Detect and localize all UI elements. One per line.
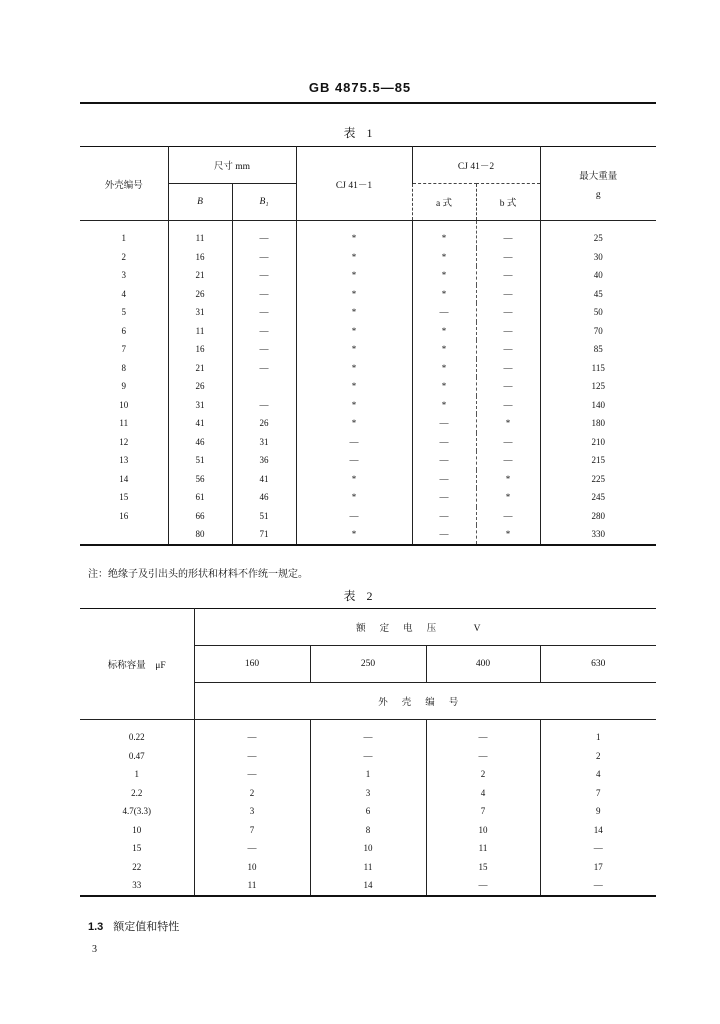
- table-cell: *: [296, 359, 412, 378]
- table-cell: 2: [540, 747, 656, 766]
- table-cell: 31: [168, 303, 232, 322]
- table-cell: 280: [540, 507, 656, 526]
- table-cell: —: [476, 340, 540, 359]
- table-cell: 4.7(3.3): [122, 806, 151, 817]
- table-cell: 330: [540, 525, 656, 545]
- table1-row: [80, 285, 656, 304]
- table1-row: [80, 359, 656, 378]
- table-cell: *: [412, 285, 476, 304]
- table1-title: 表 1: [343, 126, 377, 140]
- table-cell: 10: [194, 858, 310, 877]
- table-cell: *: [412, 248, 476, 267]
- section-heading: [88, 918, 179, 934]
- header-cj41-2: CJ 41－2: [412, 147, 540, 184]
- table-cell: 4: [540, 765, 656, 784]
- table-cell: 2: [426, 765, 540, 784]
- table-cell: —: [412, 507, 476, 526]
- table-cell: 6: [121, 325, 126, 336]
- table-cell: [232, 377, 296, 396]
- table-cell: 0.22: [128, 732, 145, 743]
- table-cell: 115: [540, 359, 656, 378]
- table-cell: —: [194, 765, 310, 784]
- table-cell: 8: [310, 821, 426, 840]
- table-cell: 61: [168, 488, 232, 507]
- table-cell: —: [476, 377, 540, 396]
- table1-row: [80, 488, 656, 507]
- table1-row: [80, 377, 656, 396]
- table-cell: 51: [168, 451, 232, 470]
- table-cell: 51: [232, 507, 296, 526]
- table-cell: 50: [540, 303, 656, 322]
- table-cell: 46: [232, 488, 296, 507]
- table-cell: —: [232, 303, 296, 322]
- table-cell: —: [476, 433, 540, 452]
- table-cell: —: [540, 876, 656, 896]
- table-cell: 10: [310, 839, 426, 858]
- table-cell: 41: [232, 470, 296, 489]
- table-cell: 3: [121, 270, 126, 281]
- table-cell: 36: [232, 451, 296, 470]
- table-cell: 33: [132, 880, 142, 891]
- table-cell: 71: [232, 525, 296, 545]
- table-cell: *: [412, 340, 476, 359]
- table-cell: 10: [132, 824, 142, 835]
- table-cell: *: [296, 470, 412, 489]
- table-cell: *: [296, 525, 412, 545]
- table-cell: —: [412, 303, 476, 322]
- table1-row: [80, 248, 656, 267]
- table-cell: 26: [168, 285, 232, 304]
- table1-row: [80, 266, 656, 285]
- table-cell: 21: [168, 266, 232, 285]
- table-cell: 7: [426, 802, 540, 821]
- table1-row: [80, 303, 656, 322]
- table-cell: 180: [540, 414, 656, 433]
- table-cell: 5: [121, 307, 126, 318]
- table-cell: 215: [540, 451, 656, 470]
- table-cell: —: [232, 396, 296, 415]
- table-cell: —: [232, 221, 296, 248]
- section-number: 1.3: [88, 921, 104, 933]
- table-cell: 30: [540, 248, 656, 267]
- table-cell: —: [194, 839, 310, 858]
- table-cell: 14: [540, 821, 656, 840]
- table1-row: [80, 340, 656, 359]
- table-cell: *: [412, 266, 476, 285]
- table-cell: —: [296, 507, 412, 526]
- table-cell: 0.47: [128, 750, 145, 761]
- table-cell: 10: [119, 399, 129, 410]
- table-cell: *: [476, 414, 540, 433]
- table-cell: 11: [168, 322, 232, 341]
- header-voltage-250: 250: [310, 646, 426, 683]
- section-title: 额定值和特性: [113, 921, 180, 933]
- table-cell: —: [476, 221, 540, 248]
- table-cell: *: [296, 377, 412, 396]
- table-cell: 16: [119, 510, 129, 521]
- table-cell: —: [476, 303, 540, 322]
- table-cell: —: [476, 507, 540, 526]
- table2-row: [80, 839, 656, 858]
- table1-body: [80, 221, 656, 545]
- header-max-weight-unit: g: [595, 189, 601, 200]
- table1-row: [80, 507, 656, 526]
- table-cell: 11: [119, 418, 129, 429]
- table-cell: 1: [121, 233, 126, 244]
- table-cell: 56: [168, 470, 232, 489]
- table-cell: 225: [540, 470, 656, 489]
- table-cell: 11: [194, 876, 310, 896]
- header-cj41-1: CJ 41－1: [296, 147, 412, 221]
- table1-note: 注：绝缘子及引出头的形状和材料不作统一规定。: [88, 569, 308, 580]
- table1-row: [80, 451, 656, 470]
- table-cell: —: [296, 451, 412, 470]
- table-cell: —: [476, 266, 540, 285]
- table-cell: —: [194, 747, 310, 766]
- table-cell: —: [476, 248, 540, 267]
- table2-row: [80, 821, 656, 840]
- table-cell: —: [412, 433, 476, 452]
- table-cell: 14: [119, 473, 129, 484]
- table-cell: —: [476, 359, 540, 378]
- table2: [80, 608, 656, 897]
- table-cell: 7: [121, 344, 126, 355]
- table-cell: 15: [426, 858, 540, 877]
- header-capacitance: 标称容量 μF: [80, 609, 194, 720]
- table-cell: *: [296, 340, 412, 359]
- table-cell: *: [412, 377, 476, 396]
- table-cell: 80: [168, 525, 232, 545]
- header-voltage-400: 400: [426, 646, 540, 683]
- table-cell: —: [232, 266, 296, 285]
- table-cell: 3: [310, 784, 426, 803]
- page-number: 3: [92, 944, 97, 955]
- table-cell: —: [426, 720, 540, 747]
- table-cell: 1: [540, 720, 656, 747]
- table1-row: [80, 525, 656, 545]
- header-case-number-2: 外壳编号: [194, 683, 656, 720]
- table-cell: 16: [168, 248, 232, 267]
- table-cell: [80, 525, 168, 545]
- table-cell: 3: [194, 802, 310, 821]
- table-cell: —: [540, 839, 656, 858]
- table-cell: —: [476, 322, 540, 341]
- table1-row: [80, 433, 656, 452]
- table-cell: 245: [540, 488, 656, 507]
- header-rule: [80, 102, 656, 104]
- table-cell: 17: [540, 858, 656, 877]
- table-cell: *: [476, 488, 540, 507]
- table-cell: —: [232, 322, 296, 341]
- table-cell: 13: [119, 455, 129, 466]
- table-cell: 26: [168, 377, 232, 396]
- table-cell: *: [296, 322, 412, 341]
- table-cell: *: [296, 488, 412, 507]
- table1-row: [80, 322, 656, 341]
- table-cell: 2.2: [131, 787, 143, 798]
- table-cell: 9: [540, 802, 656, 821]
- table-cell: —: [194, 720, 310, 747]
- table1: [80, 146, 656, 546]
- table-cell: —: [310, 720, 426, 747]
- table1-row: [80, 470, 656, 489]
- header-voltage-630: 630: [540, 646, 656, 683]
- table2-row: [80, 858, 656, 877]
- table-cell: 11: [168, 221, 232, 248]
- table-cell: 26: [232, 414, 296, 433]
- table-cell: 210: [540, 433, 656, 452]
- table-cell: *: [296, 221, 412, 248]
- table-cell: 40: [540, 266, 656, 285]
- table-cell: 12: [119, 436, 129, 447]
- table-cell: 125: [540, 377, 656, 396]
- table-cell: —: [310, 747, 426, 766]
- table-cell: 70: [540, 322, 656, 341]
- table-cell: 45: [540, 285, 656, 304]
- table-cell: *: [412, 359, 476, 378]
- table-cell: *: [296, 248, 412, 267]
- table-cell: 22: [132, 861, 142, 872]
- table-cell: —: [412, 470, 476, 489]
- table2-row: [80, 802, 656, 821]
- table-cell: 31: [232, 433, 296, 452]
- table1-row: [80, 414, 656, 433]
- header-b: B: [168, 184, 232, 221]
- header-max-weight-label: 最大重量: [579, 171, 618, 182]
- table-cell: —: [426, 747, 540, 766]
- table-cell: 21: [168, 359, 232, 378]
- table-cell: 1: [310, 765, 426, 784]
- table-cell: —: [232, 359, 296, 378]
- table-cell: —: [476, 285, 540, 304]
- table-cell: *: [412, 322, 476, 341]
- header-type-b: b 式: [476, 184, 540, 221]
- table-cell: 31: [168, 396, 232, 415]
- table-cell: 85: [540, 340, 656, 359]
- table-cell: 11: [310, 858, 426, 877]
- table-cell: —: [476, 451, 540, 470]
- table-cell: —: [232, 285, 296, 304]
- table2-row: [80, 876, 656, 896]
- table-cell: 41: [168, 414, 232, 433]
- table-cell: 2: [121, 251, 126, 262]
- table-cell: 2: [194, 784, 310, 803]
- header-rated-voltage: 额定电压 V: [194, 609, 656, 646]
- table-cell: *: [476, 525, 540, 545]
- header-case-number: 外壳编号: [80, 147, 168, 221]
- standard-code-header: GB 4875.5—85: [308, 80, 412, 95]
- table-cell: —: [412, 525, 476, 545]
- table-cell: 11: [426, 839, 540, 858]
- table-cell: 15: [132, 843, 142, 854]
- header-dimensions: 尺寸 mm: [168, 147, 296, 184]
- table-cell: 14: [310, 876, 426, 896]
- table-cell: —: [232, 340, 296, 359]
- table-cell: *: [296, 396, 412, 415]
- table2-body: [80, 720, 656, 896]
- table-cell: 4: [121, 288, 126, 299]
- table-cell: —: [412, 414, 476, 433]
- header-voltage-160: 160: [194, 646, 310, 683]
- table-cell: 6: [310, 802, 426, 821]
- table-cell: —: [296, 433, 412, 452]
- table-cell: *: [412, 221, 476, 248]
- table-cell: —: [412, 488, 476, 507]
- table2-row: [80, 720, 656, 747]
- table-cell: 1: [134, 769, 139, 780]
- table-cell: 15: [119, 492, 129, 503]
- table2-row: [80, 765, 656, 784]
- table2-row: [80, 784, 656, 803]
- table-cell: —: [412, 451, 476, 470]
- header-type-a: a 式: [412, 184, 476, 221]
- table-cell: *: [296, 303, 412, 322]
- table-cell: 16: [168, 340, 232, 359]
- table-cell: *: [296, 285, 412, 304]
- table-cell: *: [296, 414, 412, 433]
- table-cell: *: [412, 396, 476, 415]
- header-max-weight: [540, 147, 656, 221]
- table-cell: *: [296, 266, 412, 285]
- table-cell: —: [426, 876, 540, 896]
- table-cell: —: [232, 248, 296, 267]
- table-cell: 7: [540, 784, 656, 803]
- table-cell: 8: [121, 362, 126, 373]
- table-cell: 7: [194, 821, 310, 840]
- table2-title: 表 2: [343, 589, 377, 603]
- table-cell: 46: [168, 433, 232, 452]
- table1-row: [80, 221, 656, 248]
- table-cell: 25: [540, 221, 656, 248]
- table-cell: 66: [168, 507, 232, 526]
- table-cell: *: [476, 470, 540, 489]
- table-cell: 140: [540, 396, 656, 415]
- header-b1: B₁: [232, 184, 296, 221]
- table1-row: [80, 396, 656, 415]
- table-cell: 10: [426, 821, 540, 840]
- table-cell: 9: [121, 381, 126, 392]
- table2-row: [80, 747, 656, 766]
- table-cell: 4: [426, 784, 540, 803]
- table-cell: —: [476, 396, 540, 415]
